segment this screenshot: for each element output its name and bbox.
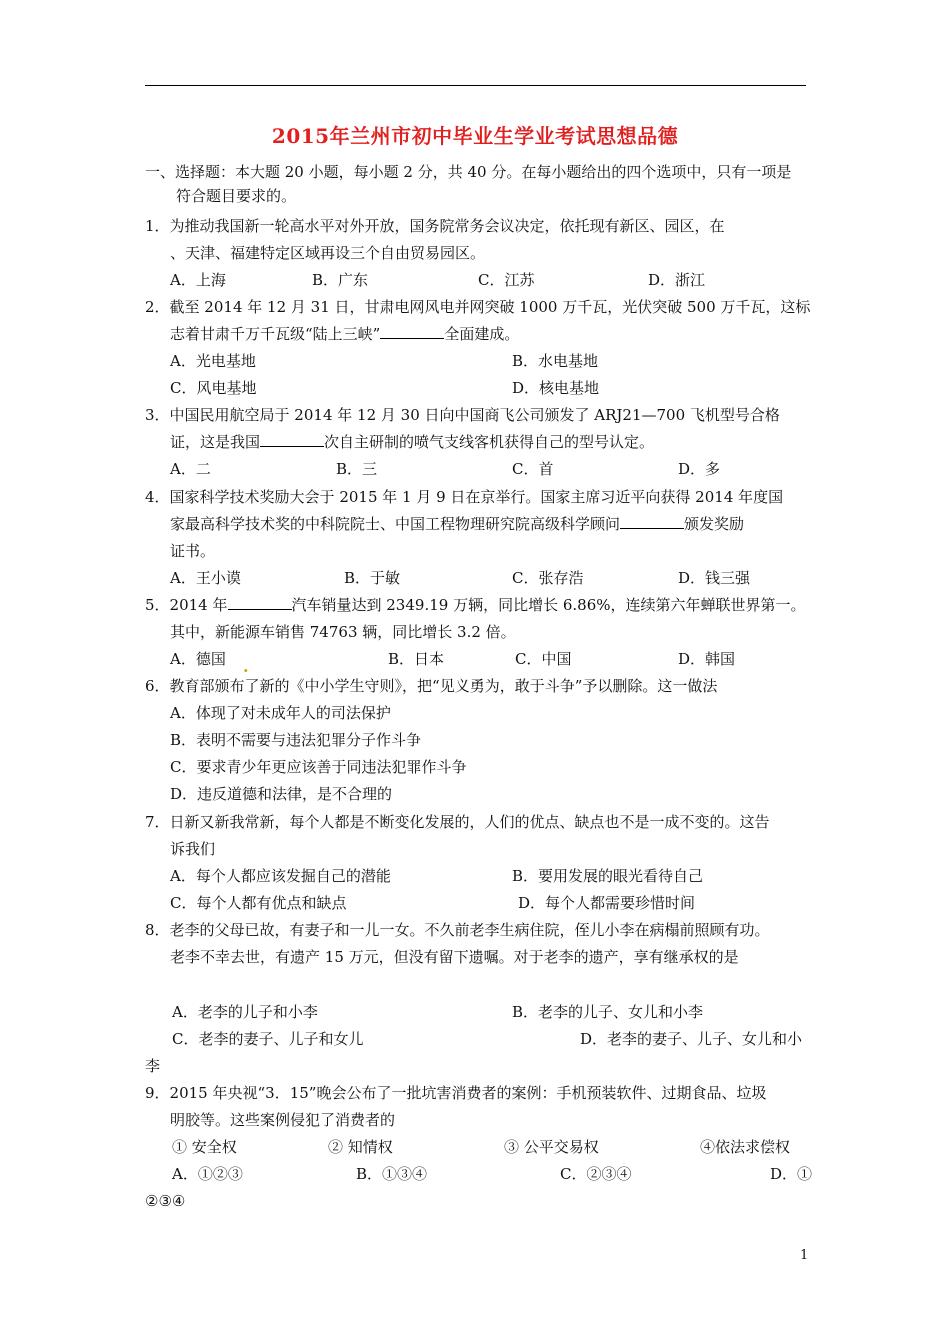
question-2-option-d: D．核电基地: [512, 379, 600, 397]
question-7-stem-cont: 诉我们: [170, 840, 216, 858]
question-6-option-b: B．表明不需要与违法犯罪分子作斗争: [170, 731, 422, 749]
answer-blank: [380, 324, 444, 339]
question-1-option-b: B．广东: [312, 271, 369, 289]
question-2-option-c: C．风电基地: [170, 379, 257, 397]
question-9-option-b: B．①③④: [356, 1165, 428, 1183]
question-5-text-b: 汽车销量达到 2349.19 万辆，同比增长 6.86%，连续第六年蝉联世界第一。: [291, 596, 806, 614]
question-9-right-2: ② 知情权: [328, 1138, 393, 1156]
question-8-option-d: D．老李的妻子、儿子、女儿和小: [580, 1030, 803, 1048]
question-9-option-a: A．①②③: [172, 1165, 243, 1183]
question-5-option-b: B．日本: [388, 650, 445, 668]
section-instruction-cont: 符合题目要求的。: [176, 187, 297, 205]
question-6-option-d: D．违反道德和法律，是不合理的: [170, 785, 393, 803]
question-9-option-c: C．②③④: [560, 1165, 632, 1183]
question-4-option-c: C．张存浩: [512, 569, 584, 587]
answer-blank: [260, 432, 324, 447]
answer-blank: [620, 514, 684, 529]
question-1-stem: 1．为推动我国新一轮高水平对外开放，国务院常务会议决定，依托现有新区、园区，在: [145, 217, 725, 235]
question-3-option-b: B．三: [336, 460, 378, 478]
question-2-text-b: 全面建成。: [444, 325, 520, 343]
question-9-right-4: ④依法求偿权: [700, 1138, 791, 1156]
question-4-stem-cont: [170, 513, 744, 535]
question-9-right-3: ③ 公平交易权: [504, 1138, 599, 1156]
question-4-option-a: A．王小谟: [170, 569, 241, 587]
question-5-option-a: A．德国: [170, 650, 226, 668]
page-number: 1: [800, 1248, 809, 1263]
question-6-option-c: C．要求青少年更应该善于同违法犯罪作斗争: [170, 758, 467, 776]
question-4-stem-cont2: 证书。: [170, 542, 216, 560]
section-instruction: 一、选择题：本大题 20 小题，每小题 2 分，共 40 分。在每小题给出的四个选项中，只有一项是: [145, 163, 792, 181]
question-9-option-d-cont: ②③④: [145, 1192, 186, 1210]
question-8-stem-cont: 老李不幸去世，有遗产 15 万元，但没有留下遗嘱。对于老李的遗产，享有继承权的是: [170, 948, 739, 966]
question-5-option-c: C．中国: [515, 650, 572, 668]
question-2-option-b: B．水电基地: [512, 352, 599, 370]
question-5-text-a: 5．2014 年: [145, 596, 228, 614]
question-7-option-d: D．每个人都需要珍惜时间: [518, 894, 696, 912]
question-3-text-b: 次自主研制的喷气支线客机获得自己的型号认定。: [324, 433, 655, 451]
question-6-stem: 6．教育部颁布了新的《中小学生守则》，把“见义勇为，敢于斗争”予以删除。这一做法: [145, 677, 718, 695]
question-7-option-a: A．每个人都应该发掘自己的潜能: [170, 867, 391, 885]
question-7-stem: 7．日新又新我常新，每个人都是不断变化发展的，人们的优点、缺点也不是一成不变的。这告: [145, 813, 770, 831]
question-2-text-a: 志着甘肃千万千瓦级“陆上三峡”: [170, 325, 381, 343]
question-3-option-c: C．首: [512, 460, 554, 478]
question-9-option-d: D．①: [770, 1165, 813, 1183]
question-4-option-d: D．钱三强: [678, 569, 751, 587]
question-7-option-c: C．每个人都有优点和缺点: [170, 894, 347, 912]
question-9-stem-cont: 明胶等。这些案例侵犯了消费者的: [170, 1111, 396, 1129]
stray-dot: .: [243, 657, 249, 676]
question-5-option-d: D．韩国: [678, 650, 736, 668]
question-5-stem-cont: 其中，新能源车销售 74763 辆，同比增长 3.2 倍。: [170, 623, 516, 641]
question-4-option-b: B．于敏: [344, 569, 401, 587]
question-8-option-b: B．老李的儿子、女儿和小李: [512, 1003, 704, 1021]
question-3-option-a: A．二: [170, 460, 211, 478]
question-3-stem: 3．中国民用航空局于 2014 年 12 月 30 日向中国商飞公司颁发了 ARJ21—700 飞机型号合格: [145, 406, 780, 424]
question-8-option-d-cont: 李: [145, 1057, 161, 1075]
question-8-option-a: A．老李的儿子和小李: [172, 1003, 318, 1021]
question-2-stem: 2．截至 2014 年 12 月 31 日，甘肃电网风电并网突破 1000 万千瓦，光伏突破 500 万千瓦，这标: [145, 298, 811, 316]
question-5-stem: [145, 594, 806, 616]
exam-title: 2015年兰州市初中毕业生学业考试思想品德: [271, 124, 679, 148]
header-rule: [145, 85, 806, 86]
question-8-option-c: C．老李的妻子、儿子和女儿: [172, 1030, 364, 1048]
question-4-text-b: 颁发奖励: [684, 515, 745, 533]
question-7-option-b: B．要用发展的眼光看待自己: [512, 867, 704, 885]
answer-blank: [228, 595, 292, 610]
question-3-option-d: D．多: [678, 460, 721, 478]
question-8-stem: 8．老李的父母已故，有妻子和一儿一女。不久前老李生病住院，侄儿小李在病榻前照顾有功。: [145, 921, 770, 939]
question-4-text-a: 家最高科学技术奖的中科院院士、中国工程物理研究院高级科学顾问: [170, 515, 621, 533]
question-3-text-a: 证，这是我国: [170, 433, 261, 451]
question-4-stem: 4．国家科学技术奖励大会于 2015 年 1 月 9 日在京举行。国家主席习近平向获得 2014 年度国: [145, 488, 784, 506]
question-1-option-a: A．上海: [170, 271, 226, 289]
question-6-option-a: A．体现了对未成年人的司法保护: [170, 704, 391, 722]
question-1-option-d: D．浙江: [648, 271, 706, 289]
question-9-stem: 9．2015 年央视“3．15”晚会公布了一批坑害消费者的案例：手机预装软件、过期食品、垃圾: [145, 1084, 767, 1102]
question-2-stem-cont: [170, 323, 519, 345]
question-9-right-1: ① 安全权: [172, 1138, 237, 1156]
question-2-option-a: A．光电基地: [170, 352, 256, 370]
question-1-stem-cont: 、天津、福建特定区域再设三个自由贸易园区。: [170, 244, 486, 262]
question-1-option-c: C．江苏: [478, 271, 535, 289]
question-3-stem-cont: [170, 431, 654, 453]
